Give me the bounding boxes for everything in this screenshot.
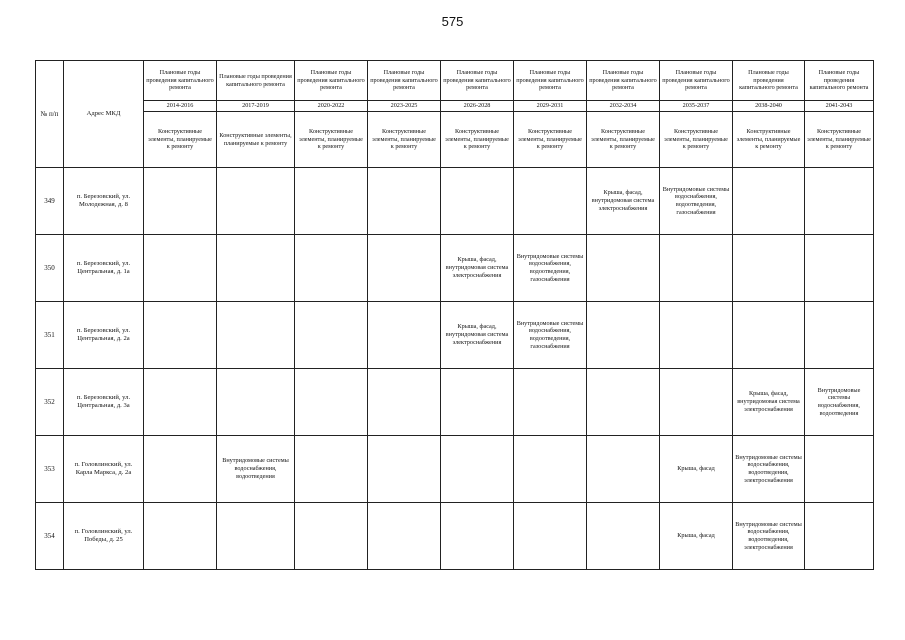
repair-elements-cell <box>295 168 368 235</box>
repair-elements-cell <box>144 302 217 369</box>
header-period: 2023-2025 <box>368 101 441 112</box>
header-row-elements <box>36 112 874 168</box>
repair-elements-cell <box>217 168 295 235</box>
repair-elements-cell <box>368 436 441 503</box>
header-row-plan-years <box>36 61 874 101</box>
header-plan-years: Плановые годы проведения капитального ремонта <box>587 61 660 101</box>
header-period: 2017-2019 <box>217 101 295 112</box>
repair-elements-cell: Крыша, фасад, внутридомовая система электроснабжения <box>587 168 660 235</box>
header-plan-years: Плановые годы проведения капитального ремонта <box>441 61 514 101</box>
repair-elements-cell <box>805 168 874 235</box>
repair-elements-cell: Внутридомовые системы водоснабжения, водоотведения, электроснабжения <box>733 503 805 570</box>
table-row <box>36 436 874 503</box>
header-elements: Конструктивные элементы, планируемые к ремонту <box>295 112 368 168</box>
repair-elements-cell: Крыша, фасад, внутридомовая система электроснабжения <box>441 235 514 302</box>
row-address: п. Головлинский, ул. Победы, д. 25 <box>64 503 144 570</box>
row-address: п. Головлинский, ул. Карла Маркса, д. 2а <box>64 436 144 503</box>
repair-elements-cell <box>441 369 514 436</box>
repair-elements-cell: Внутридомовые системы водоснабжения, водоотведения, электроснабжения <box>733 436 805 503</box>
capital-repair-plan-table <box>35 60 874 570</box>
repair-elements-cell: Крыша, фасад <box>660 436 733 503</box>
repair-elements-cell <box>441 168 514 235</box>
repair-elements-cell <box>514 369 587 436</box>
repair-elements-cell <box>587 235 660 302</box>
header-plan-years: Плановые годы проведения капитального ремонта <box>217 61 295 101</box>
repair-elements-cell <box>295 436 368 503</box>
header-plan-years: Плановые годы проведения капитального ремонта <box>295 61 368 101</box>
repair-elements-cell <box>144 168 217 235</box>
header-elements: Конструктивные элементы, планируемые к ремонту <box>514 112 587 168</box>
repair-elements-cell: Внутридомовые системы водоснабжения, водоотведения, газоснабжения <box>514 235 587 302</box>
header-period: 2041-2043 <box>805 101 874 112</box>
repair-elements-cell <box>217 235 295 302</box>
repair-elements-cell <box>660 369 733 436</box>
repair-elements-cell <box>441 503 514 570</box>
repair-elements-cell <box>144 235 217 302</box>
row-number: 354 <box>36 503 64 570</box>
repair-elements-cell <box>587 436 660 503</box>
row-address: п. Березовский, ул. Центральная, д. 1а <box>64 235 144 302</box>
row-number: 349 <box>36 168 64 235</box>
repair-elements-cell <box>217 369 295 436</box>
header-period: 2029-2031 <box>514 101 587 112</box>
repair-elements-cell: Крыша, фасад <box>660 503 733 570</box>
header-period: 2014-2016 <box>144 101 217 112</box>
repair-elements-cell <box>368 369 441 436</box>
header-plan-years: Плановые годы проведения капитального ремонта <box>144 61 217 101</box>
header-plan-years: Плановые годы проведения капитального ремонта <box>660 61 733 101</box>
repair-elements-cell: Внутридомовые системы водоснабжения, водоотведения, газоснабжения <box>514 302 587 369</box>
repair-elements-cell: Крыша, фасад, внутридомовая система электроснабжения <box>733 369 805 436</box>
repair-elements-cell <box>368 302 441 369</box>
table-row <box>36 503 874 570</box>
repair-elements-cell <box>733 168 805 235</box>
repair-elements-cell <box>805 436 874 503</box>
header-plan-years: Плановые годы проведения капитального ремонта <box>805 61 874 101</box>
header-address: Адрес МКД <box>64 61 144 168</box>
repair-elements-cell <box>587 369 660 436</box>
repair-elements-cell <box>514 503 587 570</box>
header-elements: Конструктивные элементы, планируемые к ремонту <box>805 112 874 168</box>
repair-elements-cell <box>295 503 368 570</box>
table-body <box>36 168 874 570</box>
repair-elements-cell <box>587 302 660 369</box>
header-period: 2020-2022 <box>295 101 368 112</box>
header-plan-years: Плановые годы проведения капитального ремонта <box>368 61 441 101</box>
header-plan-years: Плановые годы проведения капитального ремонта <box>733 61 805 101</box>
row-address: п. Березовский, ул. Молодежная, д. 8 <box>64 168 144 235</box>
row-number: 353 <box>36 436 64 503</box>
repair-elements-cell <box>441 436 514 503</box>
row-address: п. Березовский, ул. Центральная, д. 3а <box>64 369 144 436</box>
table-row <box>36 168 874 235</box>
repair-elements-cell <box>733 235 805 302</box>
header-elements: Конструктивные элементы, планируемые к ремонту <box>217 112 295 168</box>
header-row-periods <box>36 101 874 112</box>
repair-elements-cell <box>805 302 874 369</box>
repair-elements-cell <box>587 503 660 570</box>
page-number: 575 <box>441 14 464 29</box>
repair-elements-cell <box>368 235 441 302</box>
repair-elements-cell: Внутридомовые системы водоснабжения, водоотведения <box>805 369 874 436</box>
repair-elements-cell <box>295 235 368 302</box>
repair-elements-cell <box>660 235 733 302</box>
header-plan-years: Плановые годы проведения капитального ремонта <box>514 61 587 101</box>
table-row <box>36 369 874 436</box>
repair-elements-cell <box>144 436 217 503</box>
repair-elements-cell: Внутридомовые системы водоснабжения, водоотведения, газоснабжения <box>660 168 733 235</box>
repair-elements-cell <box>805 235 874 302</box>
repair-elements-cell: Внутридомовые системы водоснабжения, водоотведения <box>217 436 295 503</box>
repair-elements-cell <box>295 302 368 369</box>
repair-elements-cell <box>514 168 587 235</box>
repair-elements-cell <box>295 369 368 436</box>
row-number: 350 <box>36 235 64 302</box>
header-number: № п/п <box>36 61 64 168</box>
header-elements: Конструктивные элементы, планируемые к ремонту <box>441 112 514 168</box>
repair-elements-cell <box>660 302 733 369</box>
repair-elements-cell <box>805 503 874 570</box>
header-period: 2035-2037 <box>660 101 733 112</box>
header-period: 2038-2040 <box>733 101 805 112</box>
header-elements: Конструктивные элементы, планируемые к ремонту <box>733 112 805 168</box>
header-period: 2032-2034 <box>587 101 660 112</box>
repair-elements-cell: Крыша, фасад, внутридомовая система электроснабжения <box>441 302 514 369</box>
header-elements: Конструктивные элементы, планируемые к ремонту <box>587 112 660 168</box>
repair-elements-cell <box>733 302 805 369</box>
repair-elements-cell <box>217 302 295 369</box>
row-number: 351 <box>36 302 64 369</box>
table-row <box>36 235 874 302</box>
row-number: 352 <box>36 369 64 436</box>
header-period: 2026-2028 <box>441 101 514 112</box>
repair-elements-cell <box>217 503 295 570</box>
repair-elements-cell <box>368 503 441 570</box>
repair-elements-cell <box>368 168 441 235</box>
table-row <box>36 302 874 369</box>
header-elements: Конструктивные элементы, планируемые к ремонту <box>660 112 733 168</box>
row-address: п. Березовский, ул. Центральная, д. 2а <box>64 302 144 369</box>
header-elements: Конструктивные элементы, планируемые к ремонту <box>368 112 441 168</box>
header-elements: Конструктивные элементы, планируемые к ремонту <box>144 112 217 168</box>
repair-elements-cell <box>144 503 217 570</box>
repair-elements-cell <box>144 369 217 436</box>
repair-elements-cell <box>514 436 587 503</box>
